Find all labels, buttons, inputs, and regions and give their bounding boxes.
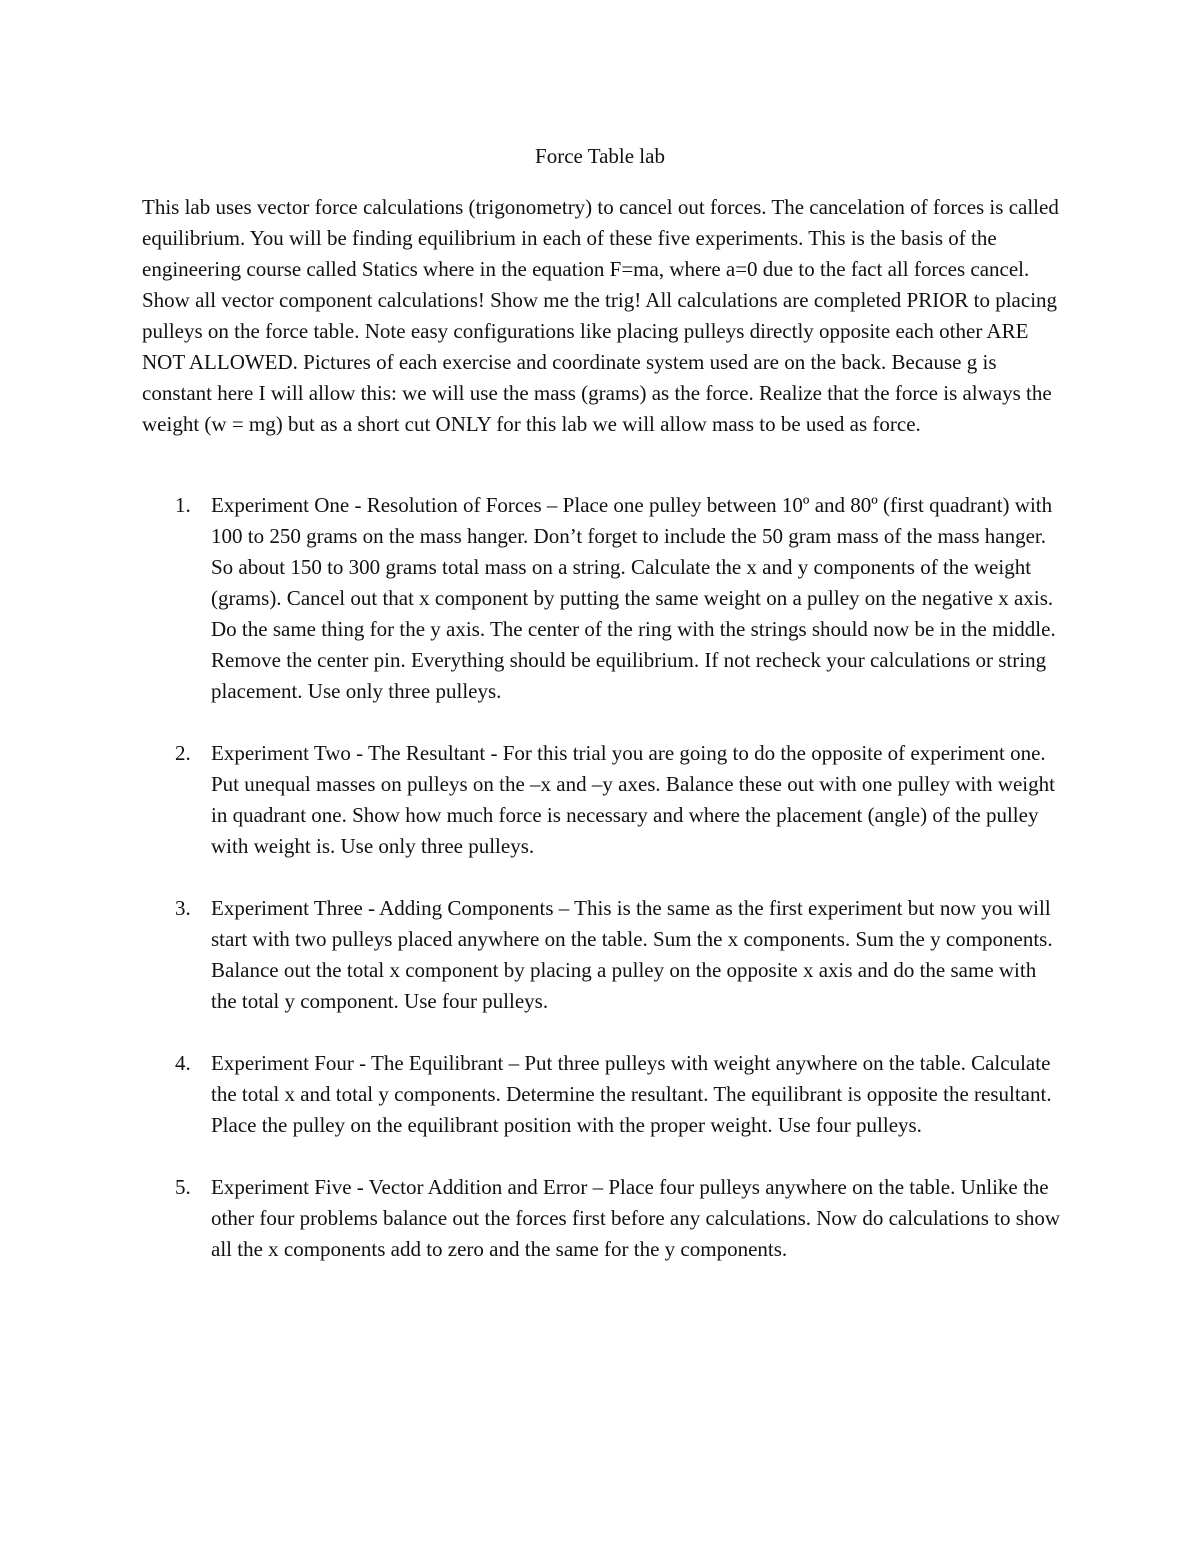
document-title: Force Table lab (535, 144, 665, 168)
experiment-text: Experiment Two - The Resultant - For this trial you are going to do the opposite of experiment one. Put unequal masses on pulleys on the –x and –y axes. Balance these out with one pulley with weight in quadrant one. Show how much force is necessary and where the placement (angle) of the pulley with weight is. Use only three pulleys. (211, 741, 1055, 858)
intro-paragraph: This lab uses vector force calculations (trigonometry) to cancel out forces. The cancelation of forces is called equilibrium. You will be finding equilibrium in each of these five experiments. This is the basis of the engineering course called Statics where in the equation F=ma, where a=0 due to the fact all forces cancel. Show all vector component calculations! Show me the trig! All calculations are completed PRIOR to placing pulleys on the force table. Note easy configurations like placing pulleys directly opposite each other ARE NOT ALLOWED. Pictures of each exercise and coordinate system used are on the back. Because g is constant here I will allow this: we will use the mass (grams) as the force. Realize that the force is always the weight (w = mg) but as a short cut ONLY for this lab we will allow mass to be used as force. (142, 195, 1059, 436)
experiment-list (142, 490, 1067, 1296)
experiment-number: 3. (175, 896, 191, 920)
experiment-text: Experiment Three - Adding Components – This is the same as the first experiment but now you will start with two pulleys placed anywhere on the table. Sum the x components. Sum the y components. Balance out the total x component by placing a pulley on the opposite x axis and do the same with the total y component. Use four pulleys. (211, 896, 1053, 1013)
experiment-item-5 (142, 1172, 1067, 1265)
experiment-item-4 (142, 1048, 1067, 1141)
experiment-text: Experiment One - Resolution of Forces – Place one pulley between 10º and 80º (first quadrant) with 100 to 250 grams on the mass hanger. Don’t forget to include the 50 gram mass of the mass hanger. So about 150 to 300 grams total mass on a string. Calculate the x and y components of the weight (grams). Cancel out that x component by putting the same weight on a pulley on the negative x axis. Do the same thing for the y axis. The center of the ring with the strings should now be in the middle. Remove the center pin. Everything should be equilibrium. If not recheck your calculations or string placement. Use only three pulleys. (211, 493, 1056, 703)
experiment-item-3 (142, 893, 1067, 1017)
experiment-number: 2. (175, 741, 191, 765)
experiment-item-2 (142, 738, 1067, 862)
experiment-number: 1. (175, 493, 191, 517)
experiment-number: 4. (175, 1051, 191, 1075)
experiment-number: 5. (175, 1175, 191, 1199)
experiment-text: Experiment Five - Vector Addition and Error – Place four pulleys anywhere on the table. Unlike the other four problems balance out the forces first before any calculations. Now do calculations to show all the x components add to zero and the same for the y components. (211, 1175, 1061, 1261)
experiment-text: Experiment Four - The Equilibrant – Put three pulleys with weight anywhere on the table. Calculate the total x and total y components. Determine the resultant. The equilibrant is opposite the resultant. Place the pulley on the equilibrant position with the proper weight. Use four pulleys. (211, 1051, 1052, 1137)
experiment-item-1 (142, 490, 1067, 707)
